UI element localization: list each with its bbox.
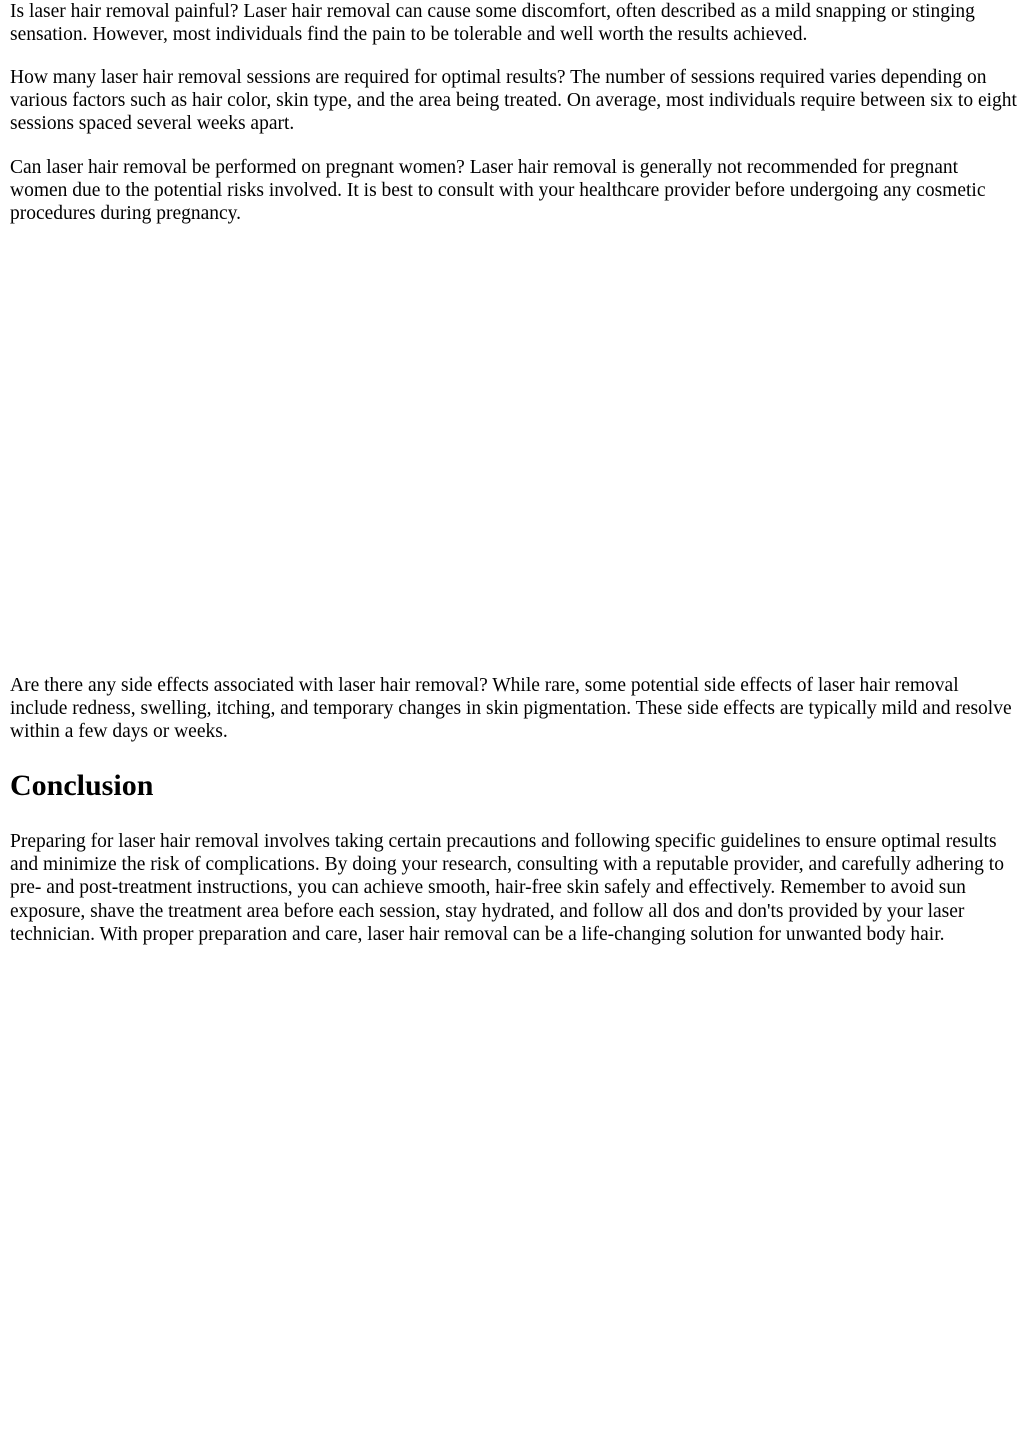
faq-paragraph-pregnancy: Can laser hair removal be performed on pregnant women? Laser hair removal is generally not recommended for pregnant women due to the potential risks involved. It is best to consult with your healthcare provider before undergoing any cosmetic procedures during pregnancy.	[10, 157, 986, 225]
conclusion-paragraph: Preparing for laser hair removal involves taking certain precautions and following specific guidelines to ensure optimal results and minimize the risk of complications. By doing your research, consulting with a reputable provider, and carefully adhering to pre- and post-treatment instructions, you can achieve smooth, hair-free skin safely and effectively. Remember to avoid sun exposure, shave the treatment area before each session, stay hydrated, and follow all dos and don'ts provided by your laser technician. With proper preparation and care, laser hair removal can be a life-changing solution for unwanted body hair.	[10, 831, 1004, 945]
faq-paragraph-side-effects: Are there any side effects associated with laser hair removal? While rare, some potential side effects of laser hair removal include redness, swelling, itching, and temporary changes in skin pigmentation. These side effects are typically mild and resolve within a few days or weeks.	[10, 675, 1012, 743]
conclusion-heading: Conclusion	[10, 769, 154, 802]
faq-paragraph-sessions: How many laser hair removal sessions are required for optimal results? The number of sessions required varies depending on various factors such as hair color, skin type, and the area being treated. On average, most individuals require between six to eight sessions spaced several weeks apart.	[10, 67, 1017, 135]
faq-paragraph-pain: Is laser hair removal painful? Laser hair removal can cause some discomfort, often described as a mild snapping or stinging sensation. However, most individuals find the pain to be tolerable and well worth the results achieved.	[10, 1, 975, 46]
blank-ad-space	[10, 240, 1010, 660]
